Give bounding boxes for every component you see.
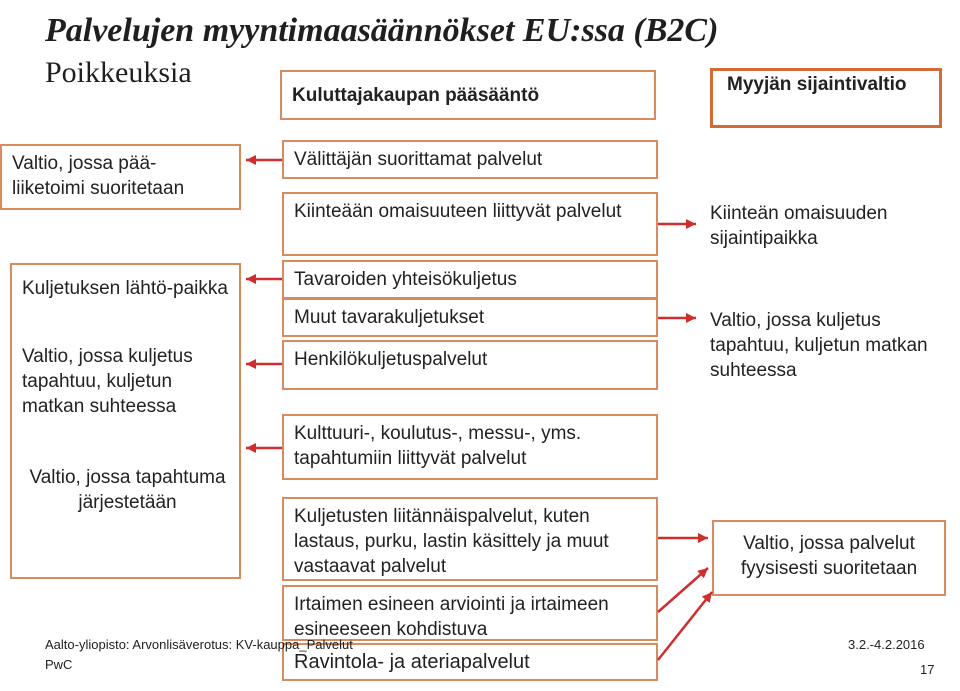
center-label-9: Ravintola- ja ateriapalvelut [294,651,530,673]
footer-page-number: 17 [920,662,935,677]
left-label-1: Valtio, jossa pää-liiketoimi suoritetaan [12,153,185,199]
center-label-5: Henkilökuljetuspalvelut [294,349,488,370]
left-label-2: Kuljetuksen lähtö-paikka [22,278,228,299]
right-label-3: Valtio, jossa palvelut fyysisesti suoritetaan [740,533,918,579]
slide-title: Palvelujen myyntimaasäännökset EU:ssa (B2C) [45,12,719,49]
header-right-label: Myyjän sijaintivaltio [727,74,907,95]
footer-date: 3.2.-4.2.2016 [848,637,925,652]
center-label-1: Välittäjän suorittamat palvelut [294,149,543,170]
center-label-8: Irtaimen esineen arviointi ja irtaimeen esineeseen kohdistuva [294,594,609,640]
center-label-7: Kuljetusten liitännäispalvelut, kuten lastaus, purku, lastin käsittely ja muut vastaavat palvelut [294,506,609,577]
left-label-4: Valtio, jossa tapahtuma järjestetään [29,467,226,513]
left-label-3: Valtio, jossa kuljetus tapahtuu, kuljetun matkan suhteessa [22,346,193,417]
arrow-9 [658,592,712,660]
center-label-3: Tavaroiden yhteisökuljetus [294,269,517,290]
right-label-2: Valtio, jossa kuljetus tapahtuu, kuljetun matkan suhteessa [710,310,928,381]
footer-company: PwC [45,657,73,672]
footer-source: Aalto-yliopisto: Arvonlisäverotus: KV-kauppa_Palvelut [45,637,353,652]
center-label-6: Kulttuuri-, koulutus-, messu-, yms. tapahtumiin liittyvät palvelut [294,423,582,469]
slide-subtitle: Poikkeuksia [45,56,192,89]
center-label-4: Muut tavarakuljetukset [294,307,485,328]
right-label-1: Kiinteän omaisuuden sijaintipaikka [710,203,888,249]
header-center-label: Kuluttajakaupan pääsääntö [292,85,540,106]
center-label-2: Kiinteään omaisuuteen liittyvät palvelut [294,201,622,222]
